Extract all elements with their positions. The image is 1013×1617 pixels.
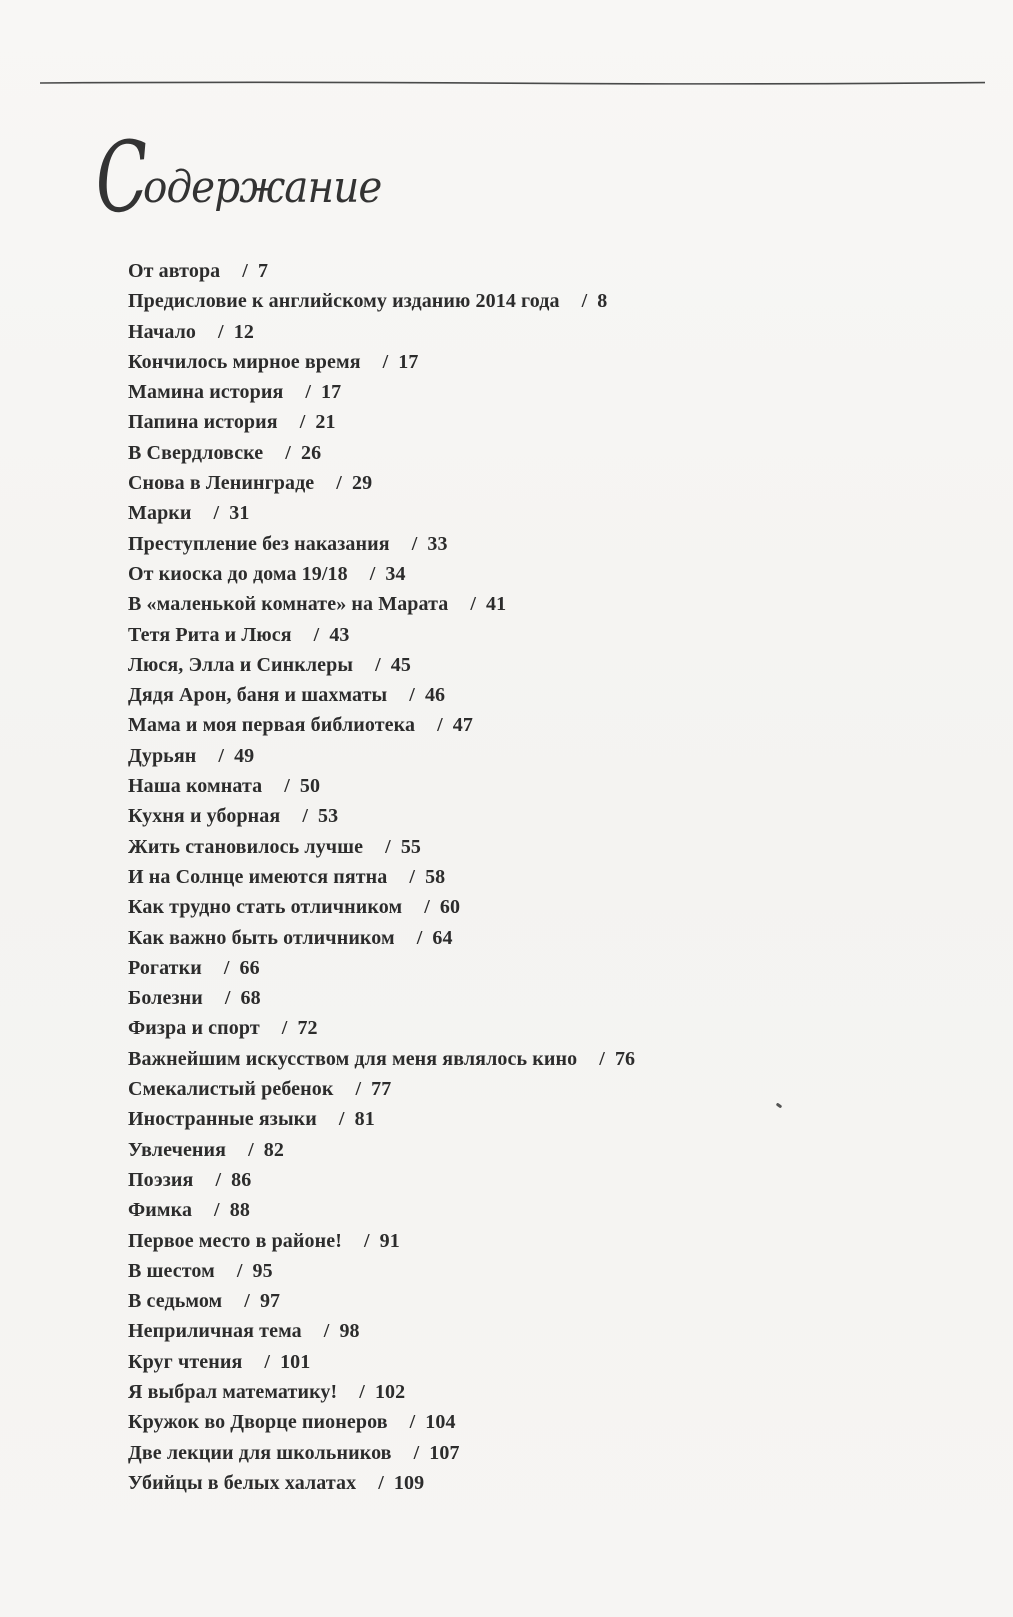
toc-entry — [128, 832, 928, 862]
table-of-contents — [128, 256, 928, 1498]
toc-entry — [128, 801, 928, 831]
toc-entry-separator: / — [385, 835, 391, 858]
toc-entry-page: 58 — [425, 865, 446, 888]
toc-entry-page: 60 — [439, 896, 461, 919]
toc-entry-separator: / — [355, 1078, 362, 1101]
toc-entry-page: 68 — [240, 987, 261, 1010]
toc-entry-title: От автора — [128, 260, 221, 282]
toc-entry — [128, 1286, 928, 1316]
toc-entry-title: Как важно быть отличником — [128, 926, 395, 949]
toc-entry-page: 109 — [393, 1471, 425, 1494]
toc-entry — [128, 559, 928, 589]
toc-entry-separator: / — [409, 1411, 416, 1434]
toc-entry-separator: / — [214, 1199, 220, 1222]
toc-entry-title: Мама и моя первая библиотека — [128, 714, 416, 737]
toc-entry-separator: / — [285, 441, 291, 464]
toc-entry-separator: / — [437, 714, 443, 737]
toc-entry — [128, 468, 928, 498]
toc-entry-title: Предисловие к английскому изданию 2014 года — [128, 290, 560, 313]
toc-entry — [128, 923, 928, 953]
toc-entry-title: В седьмом — [128, 1290, 223, 1313]
toc-entry-title: И на Солнце имеются пятна — [128, 865, 388, 888]
title-rest: одержание — [143, 162, 382, 213]
toc-entry — [128, 650, 928, 680]
toc-entry-separator: / — [224, 987, 231, 1010]
page-title — [92, 118, 418, 236]
toc-entry — [128, 286, 928, 316]
toc-entry-page: 41 — [486, 593, 507, 616]
toc-entry-separator: / — [338, 1108, 345, 1131]
toc-entry-separator: / — [305, 381, 312, 404]
toc-entry-separator: / — [369, 562, 376, 585]
toc-entry — [128, 1104, 928, 1134]
toc-entry-title: Я выбрал математику! — [128, 1380, 338, 1403]
toc-entry-page: 95 — [252, 1259, 273, 1282]
toc-entry-page: 97 — [259, 1290, 281, 1313]
toc-entry — [128, 377, 928, 407]
toc-entry-page: 88 — [229, 1199, 250, 1222]
toc-entry-title: Фимка — [128, 1199, 193, 1222]
toc-entry — [128, 498, 928, 528]
toc-entry — [128, 1347, 928, 1377]
toc-entry-page: 104 — [425, 1411, 456, 1434]
toc-entry-page: 31 — [229, 502, 250, 525]
toc-entry-separator: / — [302, 805, 308, 828]
toc-entry — [128, 983, 928, 1013]
toc-entry-title: Две лекции для школьников — [128, 1441, 392, 1464]
toc-entry — [128, 620, 928, 650]
toc-entry-title: Убийцы в белых халатах — [128, 1471, 357, 1494]
toc-entry-separator: / — [409, 684, 415, 707]
toc-entry-separator: / — [223, 956, 230, 979]
toc-entry-page: 102 — [374, 1380, 406, 1403]
toc-entry-page: 33 — [427, 532, 448, 555]
toc-entry — [128, 1468, 928, 1498]
toc-entry-title: В Свердловске — [128, 441, 264, 464]
toc-entry-separator: / — [284, 775, 290, 798]
toc-entry-page: 91 — [379, 1229, 400, 1252]
toc-entry — [128, 529, 928, 559]
toc-entry-page: 107 — [429, 1441, 460, 1464]
toc-entry-page: 81 — [354, 1108, 375, 1131]
toc-entry-page: 55 — [400, 835, 422, 858]
toc-entry — [128, 589, 928, 619]
toc-entry — [128, 710, 928, 740]
toc-entry-page: 21 — [315, 411, 336, 434]
toc-entry-page: 43 — [329, 623, 350, 646]
toc-entry-page: 53 — [317, 805, 339, 828]
toc-entry-title: Кружок во Дворце пионеров — [128, 1411, 388, 1434]
toc-entry-separator: / — [359, 1380, 365, 1403]
toc-entry-separator: / — [264, 1350, 271, 1373]
toc-entry-separator: / — [323, 1320, 330, 1343]
toc-entry — [128, 1316, 928, 1346]
toc-entry-title: Люся, Элла и Синклеры — [128, 653, 354, 676]
toc-entry-separator: / — [218, 320, 224, 343]
toc-entry-page: 101 — [280, 1350, 311, 1373]
toc-entry-page: 8 — [597, 290, 608, 313]
toc-entry — [128, 1195, 928, 1225]
toc-entry-title: Кончилось мирное время — [128, 350, 361, 373]
toc-entry-separator: / — [336, 472, 342, 495]
toc-entry-separator: / — [364, 1229, 370, 1252]
toc-entry-title: Физра и спорт — [128, 1017, 260, 1040]
toc-entry-title: Важнейшим искусством для меня являлось кино — [128, 1047, 578, 1070]
toc-entry-separator: / — [215, 1168, 222, 1191]
toc-entry-page: 17 — [398, 350, 419, 373]
toc-entry-page: 7 — [257, 260, 269, 282]
toc-entry-title: Преступление без наказания — [128, 532, 390, 555]
toc-entry-title: Снова в Ленинграде — [128, 472, 315, 495]
toc-entry-separator: / — [248, 1138, 254, 1161]
toc-entry-title: Круг чтения — [128, 1350, 243, 1373]
toc-entry-separator: / — [244, 1290, 250, 1313]
toc-entry — [128, 892, 928, 922]
toc-entry-page: 17 — [321, 381, 342, 404]
toc-entry-title: Дурьян — [128, 744, 197, 767]
toc-entry-page: 77 — [371, 1078, 392, 1101]
toc-entry — [128, 347, 928, 377]
toc-entry-title: Увлечения — [128, 1138, 227, 1161]
toc-entry-separator: / — [416, 926, 423, 949]
toc-entry — [128, 1013, 928, 1043]
toc-entry — [128, 256, 928, 286]
toc-entry-separator: / — [413, 1441, 420, 1464]
toc-entry-title: Иностранные языки — [128, 1108, 317, 1131]
toc-entry — [128, 407, 928, 437]
toc-entry-title: Болезни — [128, 987, 203, 1010]
toc-entry — [128, 317, 928, 347]
toc-entry-title: Первое место в районе! — [128, 1229, 342, 1252]
toc-entry — [128, 680, 928, 710]
toc-entry-page: 45 — [390, 653, 411, 676]
toc-entry — [128, 1044, 928, 1074]
toc-entry-page: 86 — [231, 1168, 252, 1191]
toc-entry-separator: / — [378, 1471, 384, 1494]
toc-entry-page: 34 — [385, 562, 406, 585]
toc-entry-title: Начало — [128, 320, 197, 343]
toc-entry-title: Наша комната — [128, 775, 263, 798]
toc-entry-separator: / — [218, 744, 225, 767]
toc-entry — [128, 1165, 928, 1195]
toc-entry-separator: / — [213, 502, 220, 525]
toc-entry-separator: / — [409, 865, 416, 888]
toc-entry-page: 66 — [239, 956, 260, 979]
toc-entry-separator: / — [236, 1259, 243, 1282]
toc-entry — [128, 1407, 928, 1437]
toc-entry-separator: / — [470, 593, 477, 616]
toc-entry-page: 12 — [233, 320, 254, 343]
toc-entry-title: Папина история — [128, 411, 278, 434]
toc-entry-title: Марки — [128, 502, 192, 525]
toc-entry-page: 47 — [452, 714, 473, 737]
toc-entry-title: Жить становилось лучше — [128, 835, 364, 858]
toc-entry-page: 49 — [234, 744, 255, 767]
toc-entry-title: Кухня и уборная — [128, 805, 281, 828]
toc-entry-title: Смекалистый ребенок — [128, 1078, 334, 1101]
toc-entry-page: 26 — [300, 441, 322, 464]
toc-entry-page: 46 — [424, 684, 446, 707]
toc-entry-separator: / — [375, 653, 381, 676]
toc-entry-title: Рогатки — [128, 956, 202, 979]
toc-entry-title: Поэзия — [128, 1168, 194, 1191]
toc-entry-page: 72 — [297, 1017, 318, 1040]
toc-entry-page: 50 — [299, 775, 321, 798]
toc-entry-title: Мамина история — [128, 381, 284, 404]
toc-entry-separator: / — [411, 532, 418, 555]
toc-entry-title: В «маленькой комнате» на Марата — [128, 593, 449, 616]
toc-entry-page: 29 — [351, 472, 373, 495]
toc-entry — [128, 862, 928, 892]
toc-entry-title: Как трудно стать отличником — [128, 896, 403, 919]
toc-entry — [128, 1074, 928, 1104]
toc-entry-separator: / — [581, 290, 588, 313]
toc-entry-page: 76 — [614, 1047, 636, 1070]
toc-entry-page: 98 — [339, 1320, 360, 1343]
toc-entry-title: Тетя Рита и Люся — [128, 623, 292, 646]
toc-entry-title: В шестом — [128, 1259, 215, 1282]
toc-entry-title: От киоска до дома 19/18 — [128, 562, 348, 585]
title-initial: С — [92, 119, 150, 236]
toc-entry-separator: / — [313, 623, 320, 646]
toc-entry-page: 64 — [432, 926, 453, 949]
toc-entry — [128, 771, 928, 801]
toc-entry-separator: / — [281, 1017, 288, 1040]
toc-entry-title: Дядя Арон, баня и шахматы — [128, 684, 388, 707]
toc-entry-separator: / — [424, 896, 430, 919]
toc-entry — [128, 1438, 928, 1468]
toc-entry-title: Неприличная тема — [128, 1320, 302, 1343]
toc-entry — [128, 953, 928, 983]
toc-entry — [128, 1226, 928, 1256]
toc-entry — [128, 1256, 928, 1286]
toc-entry — [128, 741, 928, 771]
toc-entry-page: 82 — [263, 1138, 284, 1161]
top-rule — [40, 78, 985, 88]
toc-entry-separator: / — [299, 411, 306, 434]
toc-entry-separator: / — [599, 1047, 605, 1070]
toc-entry — [128, 1377, 928, 1407]
toc-entry — [128, 438, 928, 468]
toc-entry-separator: / — [382, 350, 389, 373]
toc-entry-separator: / — [242, 260, 248, 282]
toc-entry — [128, 1135, 928, 1165]
